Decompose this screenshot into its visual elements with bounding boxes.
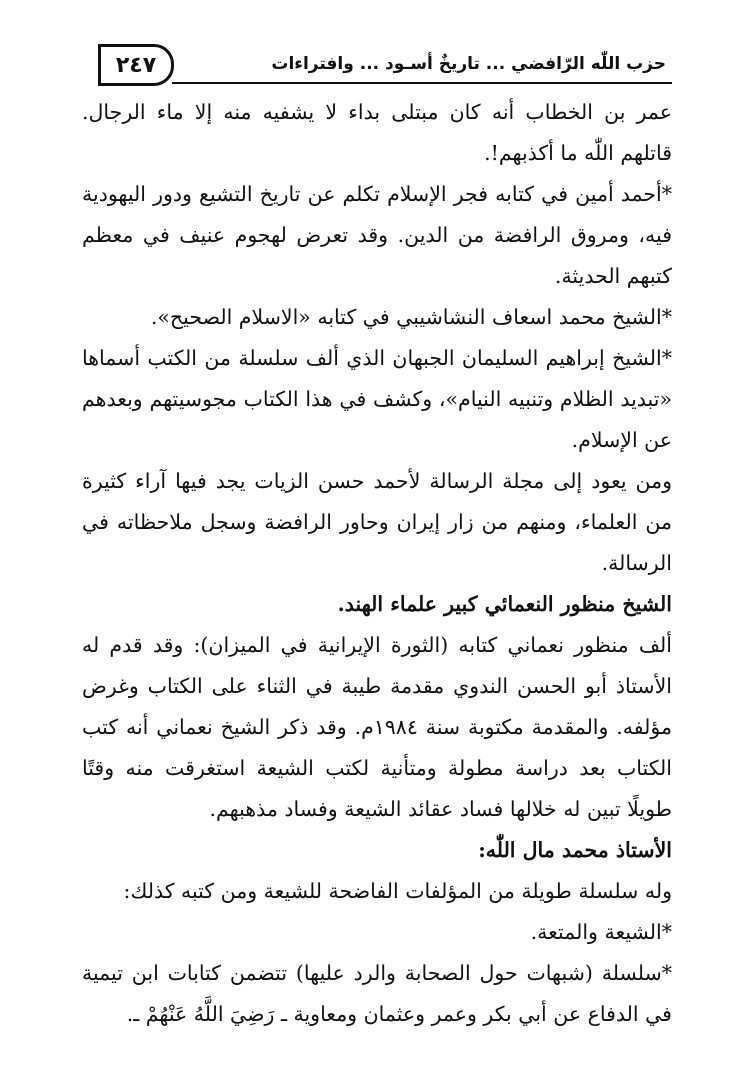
paragraph: عمر بن الخطاب أنه كان مبتلى بداء لا يشفيه منه إلا ماء الرجال. قاتلهم اللّٰه ما أكذبهم!.	[82, 100, 672, 165]
paragraph: *أحمد أمين في كتابه فجر الإسلام تكلم عن تاريخ التشيع ودور اليهودية فيه، ومروق الرافضة من الدين. وقد تعرض لهجوم عنيف في معظم كتبهم الحديثة.	[82, 182, 672, 288]
paragraph: *سلسلة (شبهات حول الصحابة والرد عليها) تتضمن كتابات ابن تيمية في الدفاع عن أبي بكر وعمر وعثمان ومعاوية ـ رَضِيَ اللَّهُ عَنْهُمْ ـ.	[82, 961, 672, 1026]
header-rule	[172, 82, 672, 84]
paragraph: *الشيعة والمتعة.	[530, 920, 672, 944]
body-text	[82, 92, 672, 1035]
paragraph: ألف منظور نعماني كتابه (الثورة الإيرانية في الميزان): وقد قدم له الأستاذ أبو الحسن الندوي مقدمة طيبة في الثناء على الكتاب وغرض مؤلفه. والمقدمة مكتوبة سنة ١٩٨٤م. وقد ذكر الشيخ نعماني أنه كتب الكتاب بعد دراسة مطولة ومتأنية لكتب الشيعة استغرقت منه وقتًا طويلًا تبين له خلالها فساد عقائد الشيعة وفساد مذهبهم.	[82, 633, 672, 821]
paragraph: *الشيخ إبراهيم السليمان الجبهان الذي ألف سلسلة من الكتب أسماها «تبديد الظلام وتنبيه النيام»، وكشف في هذا الكتاب مجوسيتهم وبعدهم عن الإسلام.	[82, 346, 672, 452]
section-heading: الأستاذ محمد مال اللّٰه:	[478, 838, 672, 862]
section-heading: الشيخ منظور النعمائي كبير علماء الهند.	[337, 592, 672, 616]
page-header	[92, 40, 672, 86]
paragraph: ومن يعود إلى مجلة الرسالة لأحمد حسن الزيات يجد فيها آراء كثيرة من العلماء، ومنهم من زار إيران وحاور الرافضة وسجل ملاحظاته في الرسالة.	[82, 469, 672, 575]
paragraph: وله سلسلة طويلة من المؤلفات الفاضحة للشيعة ومن كتبه كذلك:	[123, 879, 672, 903]
running-title: حزب اللّٰه الرّافضي ... تاريخٌ أسـود ... وافتراءات	[271, 54, 666, 74]
paragraph: *الشيخ محمد اسعاف النشاشيبي في كتابه «الاسلام الصحيح».	[150, 305, 672, 329]
page-number: ٢٤٧	[98, 44, 174, 86]
